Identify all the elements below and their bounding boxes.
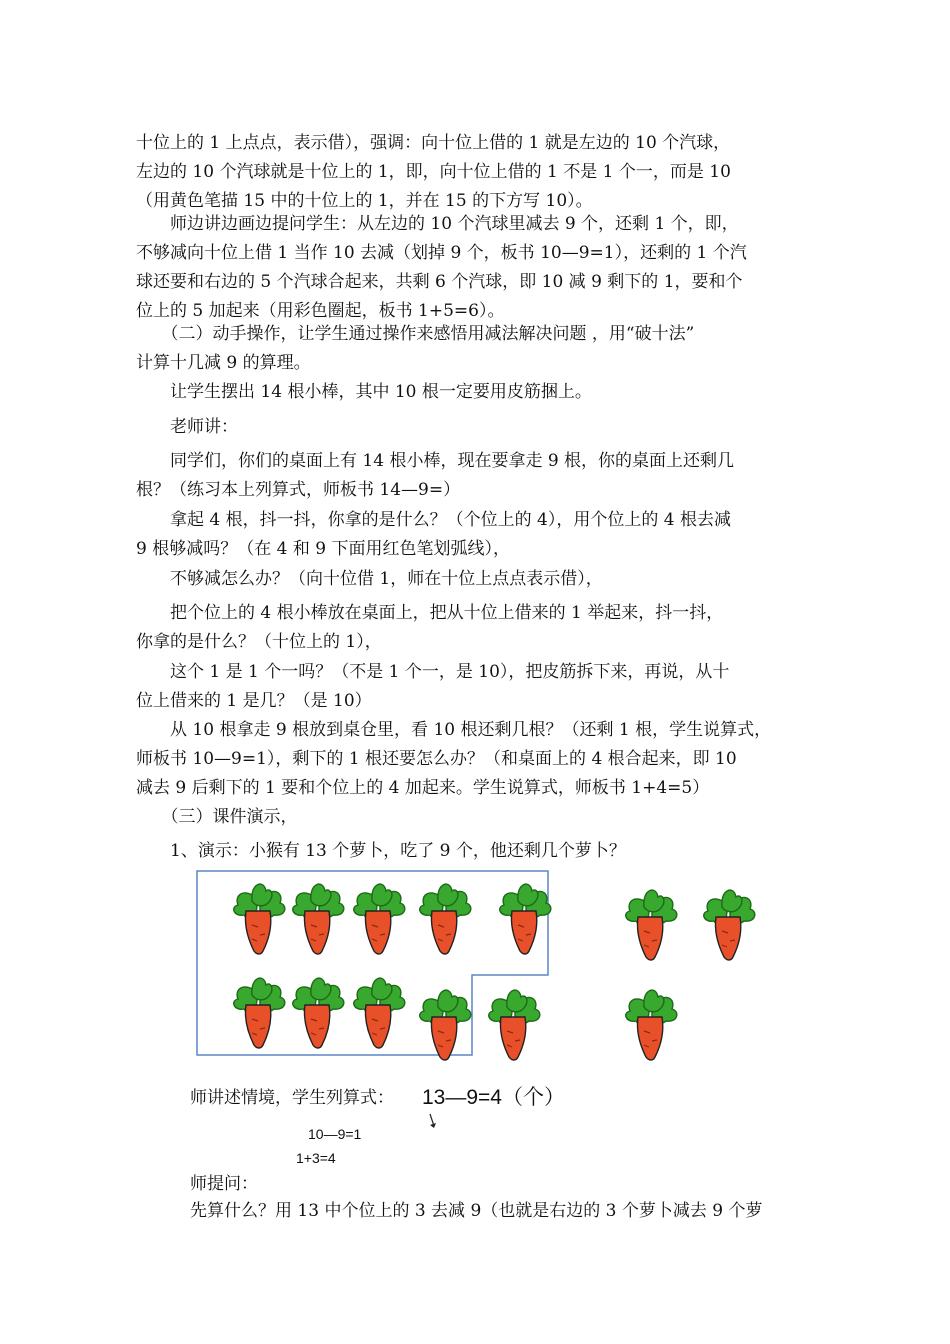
text-line: 根？（练习本上列算式，师板书 14—9=） (136, 480, 461, 500)
carrot-icon (354, 978, 405, 1048)
text-line: 同学们，你们的桌面上有 14 根小棒，现在要拿走 9 根，你的桌面上还剩几 (136, 451, 735, 471)
carrot-icon (293, 884, 344, 954)
formula-main: 13—9=4（个） (422, 1086, 565, 1109)
paragraph-12 (136, 803, 812, 832)
paragraph-5 (136, 413, 812, 442)
last-line (190, 1197, 830, 1226)
text-line: 1、演示：小猴有 13 个萝卜，吃了 9 个，他还剩几个萝卜？ (136, 841, 626, 861)
carrot-icon (354, 884, 405, 954)
text-line: 师提问： (190, 1174, 258, 1194)
text-line: 师讲述情境，学生列算式： (190, 1088, 394, 1108)
text-line: 你拿的是什么？（十位上的 1）， (136, 632, 382, 652)
carrot-icon (293, 978, 344, 1048)
paragraph-10 (136, 658, 812, 716)
text-line: 不够减怎么办？（向十位借 1，师在十位上点点表示借）， (136, 569, 603, 589)
paragraph-11 (136, 716, 812, 803)
carrot-icon (626, 990, 677, 1060)
text-line: 位上的 5 加起来（用彩色圈起，板书 1+5=6）。 (136, 301, 505, 321)
formula-step-2: 1+3=4 (296, 1150, 336, 1166)
text-line: 不够减向十位上借 1 当作 10 去减（划掉 9 个，板书 10—9=1），还剩的 1 个汽 (136, 243, 747, 263)
paragraph-6 (136, 447, 812, 505)
formula-step-1: 10—9=1 (308, 1126, 362, 1142)
carrot-icon (500, 884, 551, 954)
carrot-icon (420, 884, 471, 954)
carrot-illustration (0, 865, 950, 1065)
paragraph-8 (136, 565, 812, 594)
text-line: 师边讲边画边提问学生：从左边的 10 个汽球里减去 9 个，还剩 1 个，即， (136, 214, 739, 234)
teacher-asks (190, 1170, 830, 1199)
text-line: （用黄色笔描 15 中的十位上的 1，并在 15 的下方写 10）。 (136, 191, 593, 211)
carrot-icon (626, 890, 677, 960)
carrot-icon (489, 990, 540, 1060)
text-line: 把个位上的 4 根小棒放在桌面上，把从十位上借来的 1 举起来，抖一抖， (136, 603, 724, 623)
text-line: （三）课件演示， (136, 807, 298, 827)
formula-arrow-icon (426, 1112, 446, 1132)
text-line: 让学生摆出 14 根小棒，其中 10 根一定要用皮筋捆上。 (136, 382, 592, 402)
carrot-icon (234, 978, 285, 1048)
text-line: （二）动手操作，让学生通过操作来感悟用减法解决问题 ，用“破十法” (136, 324, 695, 344)
paragraph-3 (136, 320, 812, 378)
text-line: 左边的 10 个汽球就是十位上的 1，即，向十位上借的 1 不是 1 个一，而是 10 (136, 162, 731, 182)
text-line: 先算什么？用 13 中个位上的 3 去减 9（也就是右边的 3 个萝卜减去 9 个萝 (190, 1201, 763, 1221)
paragraph-1 (136, 129, 812, 216)
paragraph-4 (136, 378, 812, 407)
paragraph-2 (136, 210, 812, 326)
paragraph-7 (136, 506, 812, 564)
text-line: 这个 1 是 1 个一吗？（不是 1 个一，是 10），把皮筋拆下来，再说，从十 (136, 662, 730, 682)
paragraph-9 (136, 599, 812, 657)
text-line: 师板书 10—9=1），剩下的 1 根还要怎么办？（和桌面上的 4 根合起来，即 10 (136, 749, 737, 769)
text-line: 球还要和右边的 5 个汽球合起来，共剩 6 个汽球，即 10 减 9 剩下的 1，要和个 (136, 272, 743, 292)
carrot-icon (234, 884, 285, 954)
text-line: 拿起 4 根，抖一抖，你拿的是什么？（个位上的 4），用个位上的 4 根去减 (136, 510, 731, 530)
text-line: 十位上的 1 上点点，表示借），强调：向十位上借的 1 就是左边的 10 个汽球， (136, 133, 731, 153)
text-line: 老师讲： (136, 417, 238, 437)
carrot-icon (420, 990, 471, 1060)
text-line: 计算十几减 9 的算理。 (136, 353, 311, 373)
text-line: 从 10 根拿走 9 根放到桌仓里，看 10 根还剩几根？（还剩 1 根，学生说算式， (136, 720, 772, 740)
intro-line (190, 1084, 450, 1113)
text-line: 位上借来的 1 是几？（是 10） (136, 691, 372, 711)
carrot-icon (704, 890, 755, 960)
paragraph-13 (136, 837, 812, 866)
text-line: 9 根够减吗？（在 4 和 9 下面用红色笔划弧线）， (136, 539, 510, 559)
carrot-group (234, 884, 755, 1060)
text-line: 减去 9 后剩下的 1 要和个位上的 4 加起来。学生说算式，师板书 1+4=5） (136, 778, 710, 798)
